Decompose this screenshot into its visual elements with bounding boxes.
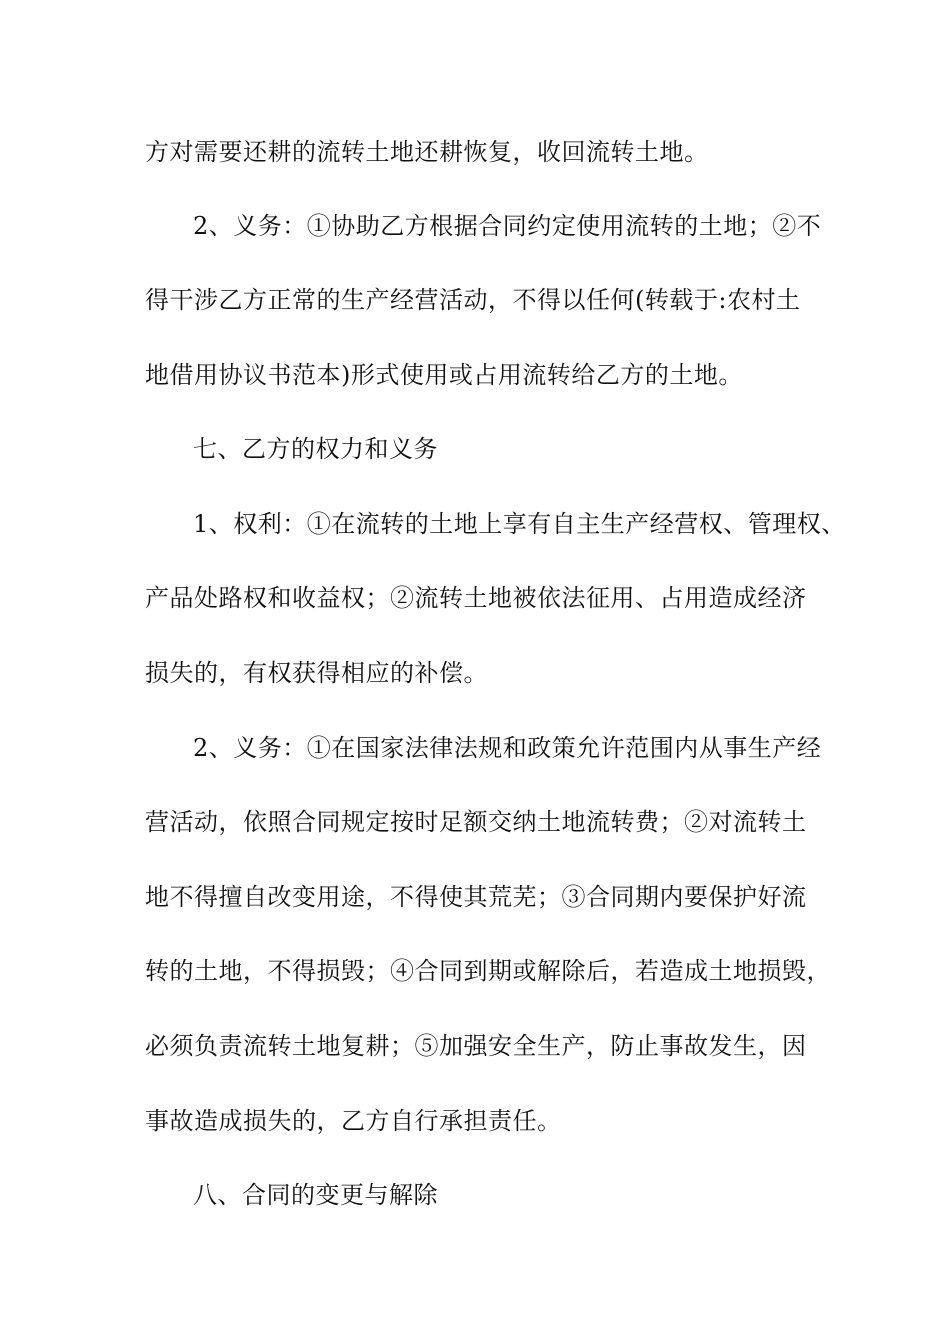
paragraph-line: 事故造成损失的，乙方自行承担责任。 (145, 1107, 562, 1135)
paragraph-line: 地借用协议书范本)形式使用或占用流转给乙方的土地。 (145, 361, 743, 389)
paragraph-line: 方对需要还耕的流转土地还耕恢复，收回流转土地。 (145, 138, 709, 166)
paragraph-line: 产品处路权和收益权；②流转土地被依法征用、占用造成经济 (145, 584, 807, 612)
paragraph-line: 得干涉乙方正常的生产经营活动，不得以任何(转载于:农村土 (145, 286, 801, 314)
paragraph-line: 2、义务：①协助乙方根据合同约定使用流转的土地；②不 (193, 212, 822, 240)
section-heading: 八、合同的变更与解除 (193, 1181, 438, 1209)
paragraph-line: 地不得擅自改变用途，不得使其荒芜；③合同期内要保护好流 (145, 883, 807, 911)
paragraph-line: 必须负责流转土地复耕；⑤加强安全生产，防止事故发生，因 (145, 1032, 807, 1060)
paragraph-line: 营活动，依照合同规定按时足额交纳土地流转费；②对流转土 (145, 808, 807, 836)
paragraph-line: 2、义务：①在国家法律法规和政策允许范围内从事生产经 (193, 734, 822, 762)
section-heading: 七、乙方的权力和义务 (193, 435, 438, 463)
paragraph-line: 损失的，有权获得相应的补偿。 (145, 659, 488, 687)
paragraph-line: 转的土地，不得损毁；④合同到期或解除后，若造成土地损毁， (145, 957, 831, 985)
paragraph-line: 1、权利：①在流转的土地上享有自主生产经营权、管理权、 (193, 510, 846, 538)
